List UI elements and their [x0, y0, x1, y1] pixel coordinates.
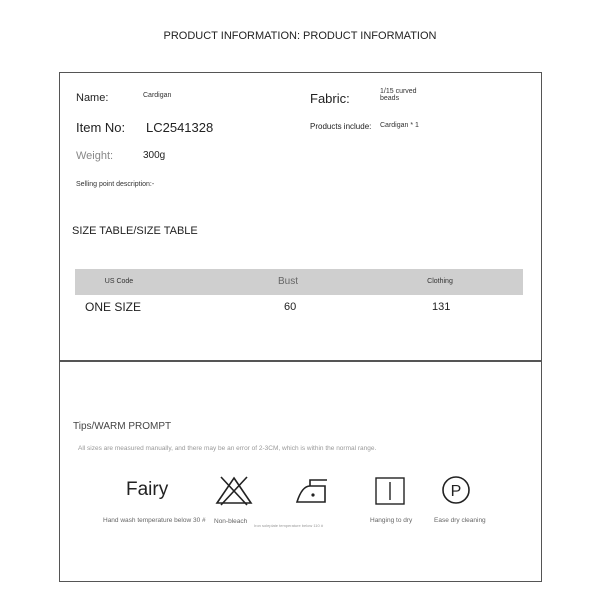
- page-title: PRODUCT INFORMATION: PRODUCT INFORMATION: [163, 30, 437, 42]
- name-value: Cardigan: [143, 92, 172, 99]
- fabric-value-line1: 1/15 curved: [380, 88, 417, 95]
- weight-label: Weight:: [76, 150, 114, 162]
- products-include-label: Products include:: [310, 122, 372, 131]
- hanging-dry-label: Hanging to dry: [370, 517, 413, 524]
- no-bleach-icon: [214, 474, 254, 511]
- selling-point-label: Selling point description:-: [76, 181, 155, 188]
- dry-clean-icon: [440, 474, 472, 511]
- iron-icon: [294, 474, 330, 511]
- tips-heading: Tips/WARM PROMPT: [73, 421, 172, 432]
- fairy-wordmark: Fairy: [126, 479, 169, 500]
- products-include-value: Cardigan * 1: [380, 122, 419, 129]
- header-bust: Bust: [277, 276, 298, 287]
- cell-size: ONE SIZE: [85, 300, 142, 314]
- name-label: Name:: [76, 92, 109, 104]
- svg-text:P: P: [450, 483, 462, 500]
- header-us-code: US Code: [104, 278, 134, 285]
- size-table-heading: SIZE TABLE/SIZE TABLE: [72, 225, 198, 237]
- hand-wash-label: Hand wash temperature below 30 #: [103, 517, 206, 524]
- cell-bust: 60: [284, 301, 297, 313]
- fabric-label: Fabric:: [310, 91, 350, 106]
- fabric-value-line2: beads: [380, 95, 400, 102]
- item-no-value: LC2541328: [146, 120, 214, 135]
- header-clothing: Clothing: [427, 278, 453, 285]
- iron-temp-label: Iron soleplate temperature below 110 #: [254, 523, 324, 528]
- size-table-header: [75, 269, 523, 295]
- item-no-label: Item No:: [76, 120, 126, 135]
- non-bleach-label: Non-bleach: [214, 518, 248, 525]
- dry-clean-label: Ease dry cleaning: [434, 517, 486, 524]
- tips-note: All sizes are measured manually, and there may be an error of 2-3CM, which is within the normal range.: [78, 445, 377, 452]
- care-panel: [59, 360, 542, 582]
- cell-clothing: 131: [432, 301, 451, 313]
- weight-value: 300g: [143, 150, 166, 161]
- product-info-panel: [59, 72, 542, 362]
- hanging-dry-icon: [374, 474, 406, 511]
